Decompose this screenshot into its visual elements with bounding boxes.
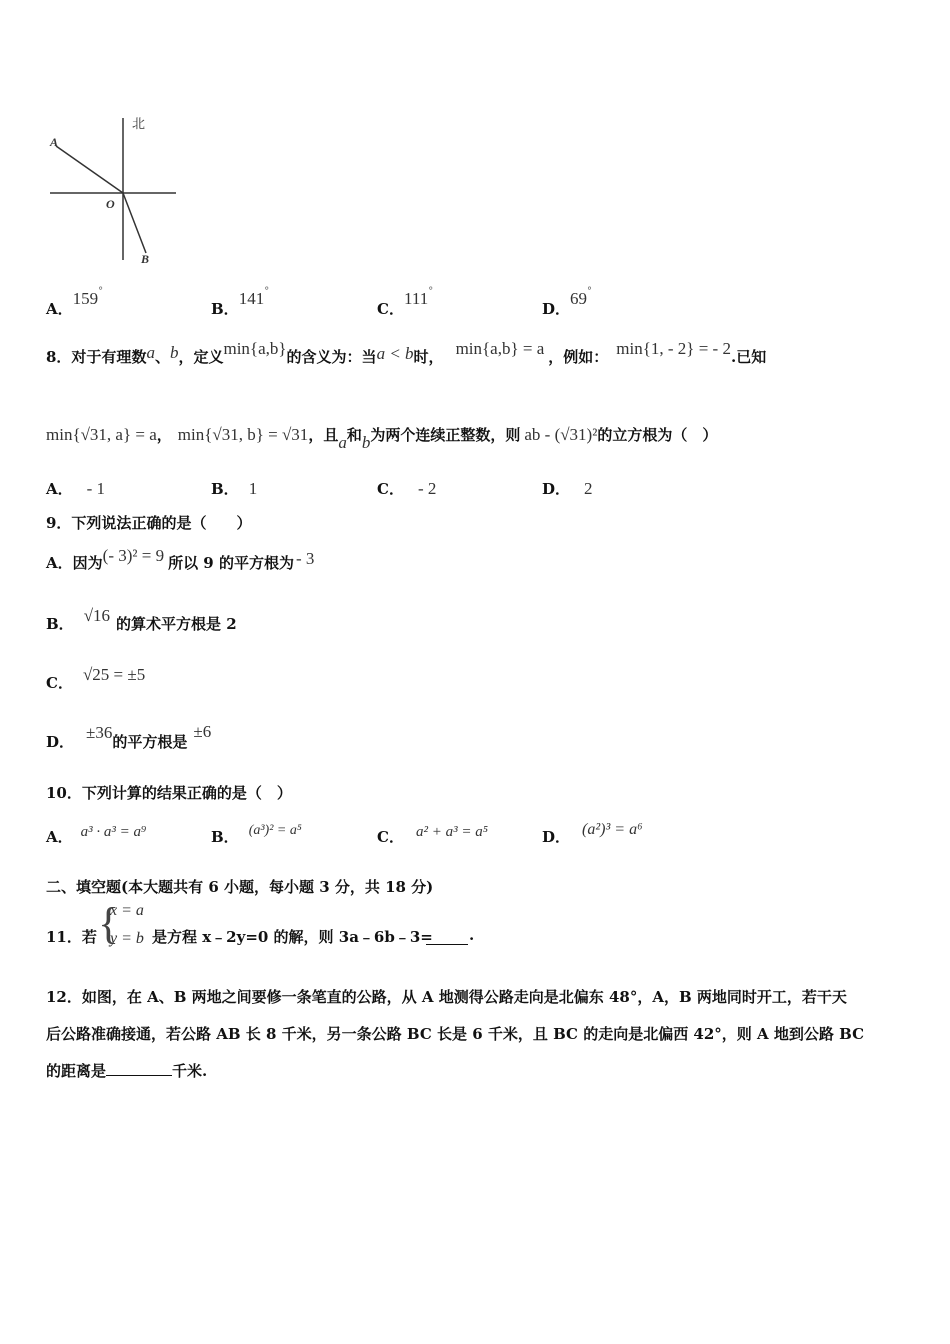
point-b-label: B — [141, 252, 150, 266]
min-sqrt31-a: min{√31, a} = a — [46, 425, 157, 444]
q8-option-d[interactable]: D． 2 — [542, 479, 593, 498]
option-letter: D． — [542, 300, 571, 318]
q8-option-b[interactable]: B． 1 — [211, 479, 258, 498]
option-letter: A． — [46, 300, 73, 318]
system-eq2: y = b — [110, 930, 144, 947]
q10-option-d[interactable]: D． (a²)³ = a⁶ — [542, 821, 643, 846]
section2-title: 二、填空题(本大题共有 6 小题，每小题 3 分，共 18 分) — [46, 878, 434, 896]
q10-option-b[interactable]: B． (a³)² = a⁵ — [211, 823, 302, 846]
q12-line1: 12．如图，在 A、B 两地之间要修一条笔直的公路，从 A 地测得公路走向是北偏东 48°，A，B 两地同时开工，若干天 — [46, 988, 847, 1006]
system-eq1: x = a — [110, 902, 144, 919]
point-a-label: A — [50, 135, 59, 149]
q7-option-d[interactable]: D．69° — [542, 285, 593, 318]
system-brace: { — [98, 899, 120, 948]
answer-blank[interactable] — [426, 932, 468, 945]
q9-option-c[interactable]: C． √25 = ±5 — [46, 665, 146, 692]
direction-figure — [40, 108, 190, 270]
q10-stem: 10．下列计算的结果正确的是（ ） — [46, 784, 292, 802]
q7-option-b[interactable]: B．141° — [211, 285, 270, 318]
ray-ob — [123, 193, 146, 253]
option-value: 69 — [570, 289, 588, 308]
option-value: 111 — [403, 289, 429, 308]
option-letter: C． — [377, 300, 404, 318]
q8-stem-line2: min{√31, a} = a， min{√31, b} = √31，且a和b为两个连续正整数，则 ab - (√31)²的立方根为（ ） — [46, 425, 718, 452]
answer-blank[interactable] — [106, 1063, 172, 1076]
q8-option-a[interactable]: A． - 1 — [46, 479, 106, 498]
q9-option-b[interactable]: B． √16 的算术平方根是 2 — [46, 606, 237, 633]
north-label: 北 — [132, 117, 146, 132]
q8-stem-line1: 8．对于有理数a、b，定义min{a,b}的含义为：当a < b时， min{a,b} = a ，例如： min{1, - 2} = - 2.已知 — [46, 339, 767, 366]
q7-option-a[interactable]: A．159° — [46, 285, 104, 318]
ab-minus-expr: ab - (√31)² — [524, 425, 598, 444]
min-ab-expr: min{a,b} — [223, 339, 287, 358]
q7-option-c[interactable]: C．111° — [377, 285, 434, 318]
q9-option-a[interactable]: A．因为(- 3)² = 9 所以 9 的平方根为 - 3 — [46, 546, 315, 572]
min-sqrt31-b: min{√31, b} = √31 — [177, 425, 309, 444]
q9-stem: 9．下列说法正确的是（ ） — [46, 514, 252, 532]
q12-line3: 的距离是 千米. — [46, 1062, 208, 1080]
option-letter: B． — [211, 300, 239, 318]
q10-option-c[interactable]: C． a² + a³ = a⁵ — [377, 824, 488, 846]
q9-option-d[interactable]: D． ±36的平方根是±6 — [46, 722, 212, 751]
min-eq-expr: min{a,b} = a — [455, 339, 545, 358]
option-value: 141 — [238, 289, 265, 308]
q8-option-c[interactable]: C． - 2 — [377, 479, 437, 498]
q12-line2: 后公路准确接通，若公路 AB 长 8 千米，另一条公路 BC 长是 6 千米，且 BC 的走向是北偏西 42°，则 A 地到公路 BC — [46, 1025, 865, 1043]
example-expr: min{1, - 2} = - 2 — [616, 339, 731, 358]
q10-option-a[interactable]: A． a³ · a³ = a⁹ — [46, 824, 147, 846]
point-o-label: O — [106, 197, 115, 211]
option-value: 159 — [72, 289, 99, 308]
ray-oa — [56, 146, 123, 193]
